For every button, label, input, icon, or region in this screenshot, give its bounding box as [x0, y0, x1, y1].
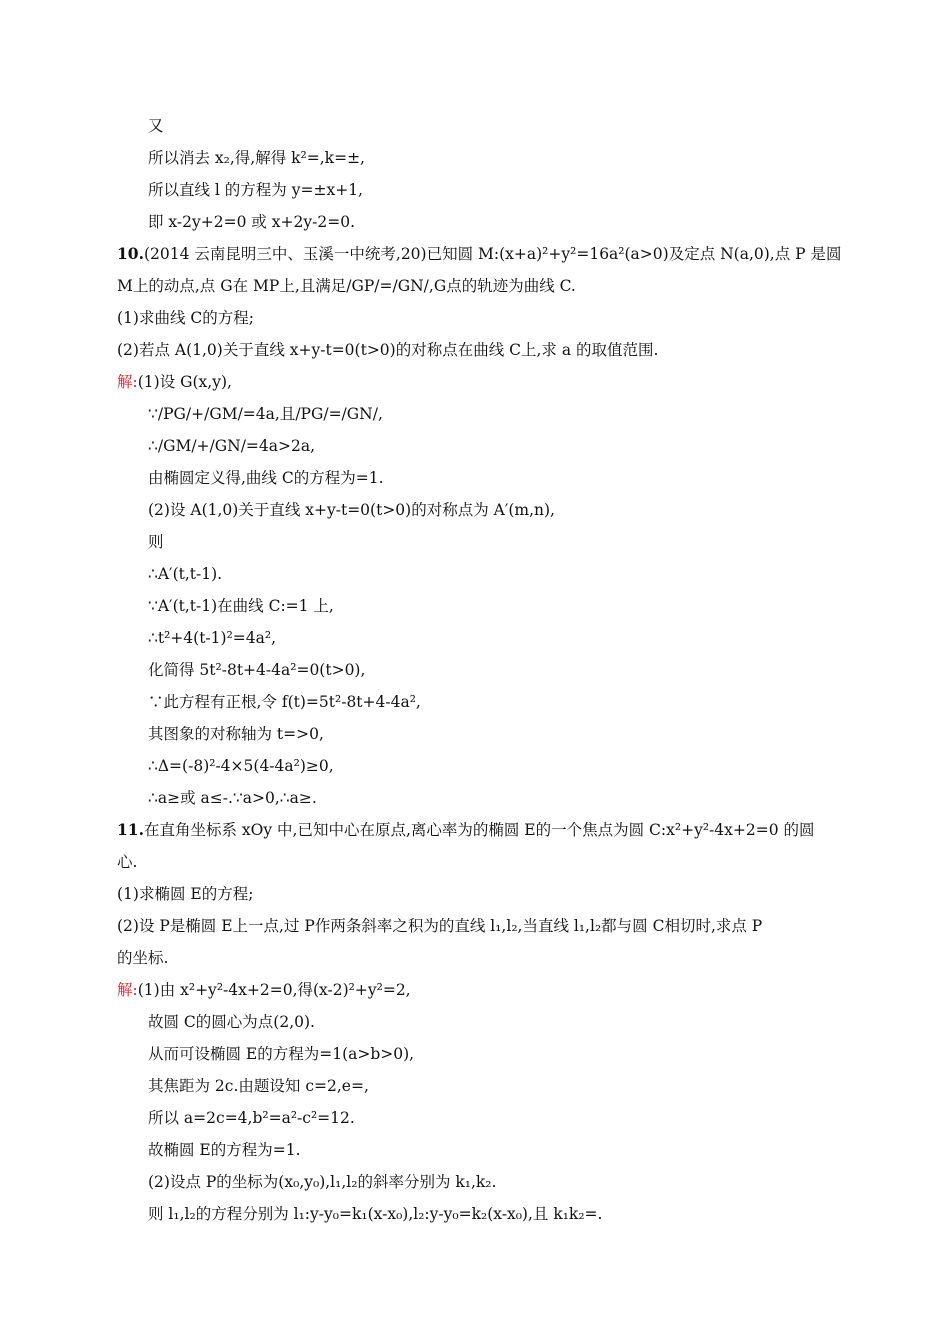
solution-first-line: (1)设 G(x,y), [137, 373, 232, 391]
p9-line-2: 所以消去 x₂,得,解得 k²=,k=±, [148, 149, 365, 167]
solution-label: 解: [117, 981, 138, 999]
p11-sol-line: 则 l₁,l₂的方程分别为 l₁:y-y₀=k₁(x-x₀),l₂:y-y₀=k₂(x-x₀),且 k₁k₂=. [148, 1205, 603, 1223]
p11-sol-line: 从而可设椭圆 E的方程为=1(a>b>0), [148, 1045, 415, 1063]
p10-sol-line: 则 [148, 533, 164, 551]
p10-sol-line: ∵A′(t,t-1)在曲线 C:=1 上, [148, 597, 334, 615]
p11-sol-line: 其焦距为 2c.由题设知 c=2,e=, [148, 1077, 369, 1095]
p10-sol-line: ∴Δ=(-8)²-4×5(4-4a²)≥0, [148, 757, 334, 775]
p11-sol-line: 所以 a=2c=4,b²=a²-c²=12. [148, 1109, 355, 1127]
p10-sol-line: ∴/GM/+/GN/=4a>2a, [148, 437, 316, 455]
p10-sol-line: ∵此方程有正根,令 f(t)=5t²-8t+4-4a², [148, 693, 421, 711]
p11-sol-line: (2)设点 P的坐标为(x₀,y₀),l₁,l₂的斜率分别为 k₁,k₂. [148, 1173, 497, 1191]
p10-sol-line: 化简得 5t²-8t+4-4a²=0(t>0), [148, 661, 366, 679]
solution-first-line: (1)由 x²+y²-4x+2=0,得(x-2)²+y²=2, [137, 981, 411, 999]
p10-sol-line: ∴a≥或 a≤-.∵a>0,∴a≥. [148, 789, 317, 807]
problem-11-solution-start [117, 980, 411, 1000]
problem-11-stem-line-2: 心. [117, 853, 138, 871]
problem-10-stem-line-1 [117, 244, 842, 264]
p10-sol-line: 由椭圆定义得,曲线 C的方程为=1. [148, 469, 384, 487]
p10-sol-line: 其图象的对称轴为 t=>0, [148, 725, 324, 743]
problem-10-stem-text: (2014 云南昆明三中、玉溪一中统考,20)已知圆 M:(x+a)²+y²=16a²(a>0)及定点 N(a,0),点 P 是圆 [143, 245, 842, 263]
problem-10-number: 10. [117, 244, 144, 263]
problem-11-number: 11. [117, 820, 144, 839]
problem-11-part-2-line-2: 的坐标. [117, 949, 169, 967]
problem-11-part-1: (1)求椭圆 E的方程; [117, 885, 254, 903]
p10-sol-line: (2)设 A(1,0)关于直线 x+y-t=0(t>0)的对称点为 A′(m,n), [148, 501, 555, 519]
solution-label: 解: [117, 373, 138, 391]
p9-line-3: 所以直线 l 的方程为 y=±x+1, [148, 181, 363, 199]
problem-11-stem-text: 在直角坐标系 xOy 中,已知中心在原点,离心率为的椭圆 E的一个焦点为圆 C:x²+y²-4x+2=0 的圆 [143, 821, 815, 839]
problem-10-part-2: (2)若点 A(1,0)关于直线 x+y-t=0(t>0)的对称点在曲线 C上,求 a 的取值范围. [117, 341, 659, 359]
p9-line-4: 即 x-2y+2=0 或 x+2y-2=0. [148, 213, 356, 231]
problem-11-stem-line-1 [117, 820, 815, 840]
p10-sol-line: ∴t²+4(t-1)²=4a², [148, 629, 277, 647]
problem-11-part-2-line-1: (2)设 P是椭圆 E上一点,过 P作两条斜率之积为的直线 l₁,l₂,当直线 l₁,l₂都与圆 C相切时,求点 P [117, 917, 763, 935]
p11-sol-line: 故椭圆 E的方程为=1. [148, 1141, 301, 1159]
p11-sol-line: 故圆 C的圆心为点(2,0). [148, 1013, 315, 1031]
p9-line-1: 又 [148, 117, 164, 135]
p10-sol-line: ∴A′(t,t-1). [148, 565, 223, 583]
problem-10-part-1: (1)求曲线 C的方程; [117, 309, 254, 327]
p10-sol-line: ∵/PG/+/GM/=4a,且/PG/=/GN/, [148, 405, 383, 423]
problem-10-solution-start [117, 372, 232, 392]
problem-10-stem-line-2: M上的动点,点 G在 MP上,且满足/GP/=/GN/,G点的轨迹为曲线 C. [117, 277, 576, 295]
